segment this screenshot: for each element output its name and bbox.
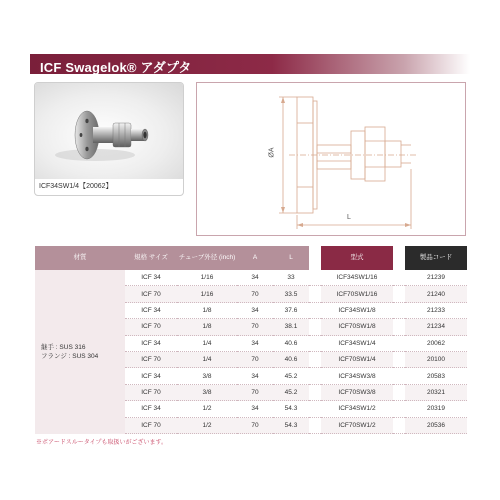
cell-code: 20319: [405, 401, 467, 417]
cell-model: ICF70SW1/16: [321, 286, 393, 302]
cell-model: ICF70SW1/8: [321, 319, 393, 335]
dimension-a-label: ØA: [268, 147, 276, 158]
cell-code: 21240: [405, 286, 467, 302]
header-code: 製品コード: [405, 246, 467, 270]
cell-a: 70: [237, 319, 273, 335]
cell-a: 70: [237, 418, 273, 434]
header-material: 材質: [35, 246, 125, 270]
spec-table: [35, 246, 467, 434]
cell-tube: 1/4: [177, 352, 237, 368]
gap-cell: [393, 270, 405, 286]
gap-cell: [393, 401, 405, 417]
cell-model: ICF70SW3/8: [321, 385, 393, 401]
cell-l: 33: [273, 270, 309, 286]
cell-a: 70: [237, 352, 273, 368]
gap-cell: [393, 336, 405, 352]
technical-drawing-frame: [196, 82, 466, 236]
cell-model: ICF34SW1/4: [321, 336, 393, 352]
gap-cell: [393, 303, 405, 319]
cell-l: 54.3: [273, 418, 309, 434]
cell-tube: 1/4: [177, 336, 237, 352]
cell-tube: 1/8: [177, 303, 237, 319]
cell-a: 70: [237, 385, 273, 401]
gap-cell: [393, 319, 405, 335]
header-l: L: [273, 246, 309, 270]
cell-model: ICF34SW3/8: [321, 368, 393, 384]
dimension-l-label: L: [347, 214, 351, 221]
cell-l: 37.6: [273, 303, 309, 319]
gap-cell: [309, 385, 321, 401]
cell-size: ICF 70: [125, 319, 177, 335]
cell-size: ICF 70: [125, 286, 177, 302]
gap-cell: [393, 418, 405, 434]
gap-cell: [393, 368, 405, 384]
cell-model: ICF70SW1/4: [321, 352, 393, 368]
footnote: ※ボアードスルータイプも取扱いがございます。: [36, 440, 167, 446]
cell-tube: 1/8: [177, 319, 237, 335]
gap-cell: [309, 401, 321, 417]
header-size: 規格 サイズ: [125, 246, 177, 270]
cell-size: ICF 70: [125, 385, 177, 401]
cell-tube: 1/16: [177, 270, 237, 286]
photo-caption: ICF34SW1/4【20062】: [39, 183, 113, 190]
cell-model: ICF34SW1/8: [321, 303, 393, 319]
cell-model: ICF34SW1/2: [321, 401, 393, 417]
cell-model: ICF34SW1/16: [321, 270, 393, 286]
cell-size: ICF 70: [125, 418, 177, 434]
cell-code: 21239: [405, 270, 467, 286]
gap-cell: [309, 286, 321, 302]
cell-a: 34: [237, 368, 273, 384]
header-model: 型式: [321, 246, 393, 270]
cell-tube: 1/2: [177, 418, 237, 434]
product-photo-frame: [34, 82, 184, 196]
cell-a: 34: [237, 401, 273, 417]
cell-l: 45.2: [273, 368, 309, 384]
cell-l: 54.3: [273, 401, 309, 417]
product-photo: [35, 83, 184, 179]
cell-a: 34: [237, 303, 273, 319]
gap-cell: [309, 319, 321, 335]
cell-l: 40.6: [273, 352, 309, 368]
cell-code: 20321: [405, 385, 467, 401]
header-gap: [393, 246, 405, 270]
gap-cell: [393, 385, 405, 401]
cell-size: ICF 34: [125, 303, 177, 319]
gap-cell: [309, 303, 321, 319]
material-cell: [35, 270, 125, 434]
gap-cell: [309, 270, 321, 286]
table-header-row: [35, 246, 467, 270]
cell-code: 21234: [405, 319, 467, 335]
cell-tube: 1/16: [177, 286, 237, 302]
cell-code: 20062: [405, 336, 467, 352]
cell-l: 33.5: [273, 286, 309, 302]
cell-l: 38.1: [273, 319, 309, 335]
gap-cell: [309, 418, 321, 434]
cell-code: 20536: [405, 418, 467, 434]
cell-l: 45.2: [273, 385, 309, 401]
table-row: [35, 270, 467, 286]
cell-a: 34: [237, 336, 273, 352]
cell-size: ICF 34: [125, 336, 177, 352]
cell-model: ICF70SW1/2: [321, 418, 393, 434]
cell-size: ICF 70: [125, 352, 177, 368]
cell-a: 34: [237, 270, 273, 286]
cell-tube: 1/2: [177, 401, 237, 417]
material-line: 継手 : SUS 316: [41, 343, 86, 351]
cell-tube: 3/8: [177, 368, 237, 384]
gap-cell: [309, 352, 321, 368]
gap-cell: [393, 352, 405, 368]
page-title: ICF Swagelok® アダプタ: [40, 60, 192, 75]
cell-size: ICF 34: [125, 401, 177, 417]
cell-size: ICF 34: [125, 270, 177, 286]
gap-cell: [393, 286, 405, 302]
cell-l: 40.6: [273, 336, 309, 352]
header-tube: チューブ外径 (inch): [177, 246, 237, 270]
gap-cell: [309, 336, 321, 352]
cell-code: 20583: [405, 368, 467, 384]
cell-tube: 3/8: [177, 385, 237, 401]
header-gap: [309, 246, 321, 270]
technical-drawing: [197, 83, 467, 237]
header-a: A: [237, 246, 273, 270]
cell-code: 20100: [405, 352, 467, 368]
cell-code: 21233: [405, 303, 467, 319]
cell-size: ICF 34: [125, 368, 177, 384]
material-line: フランジ : SUS 304: [41, 352, 99, 360]
gap-cell: [309, 368, 321, 384]
cell-a: 70: [237, 286, 273, 302]
